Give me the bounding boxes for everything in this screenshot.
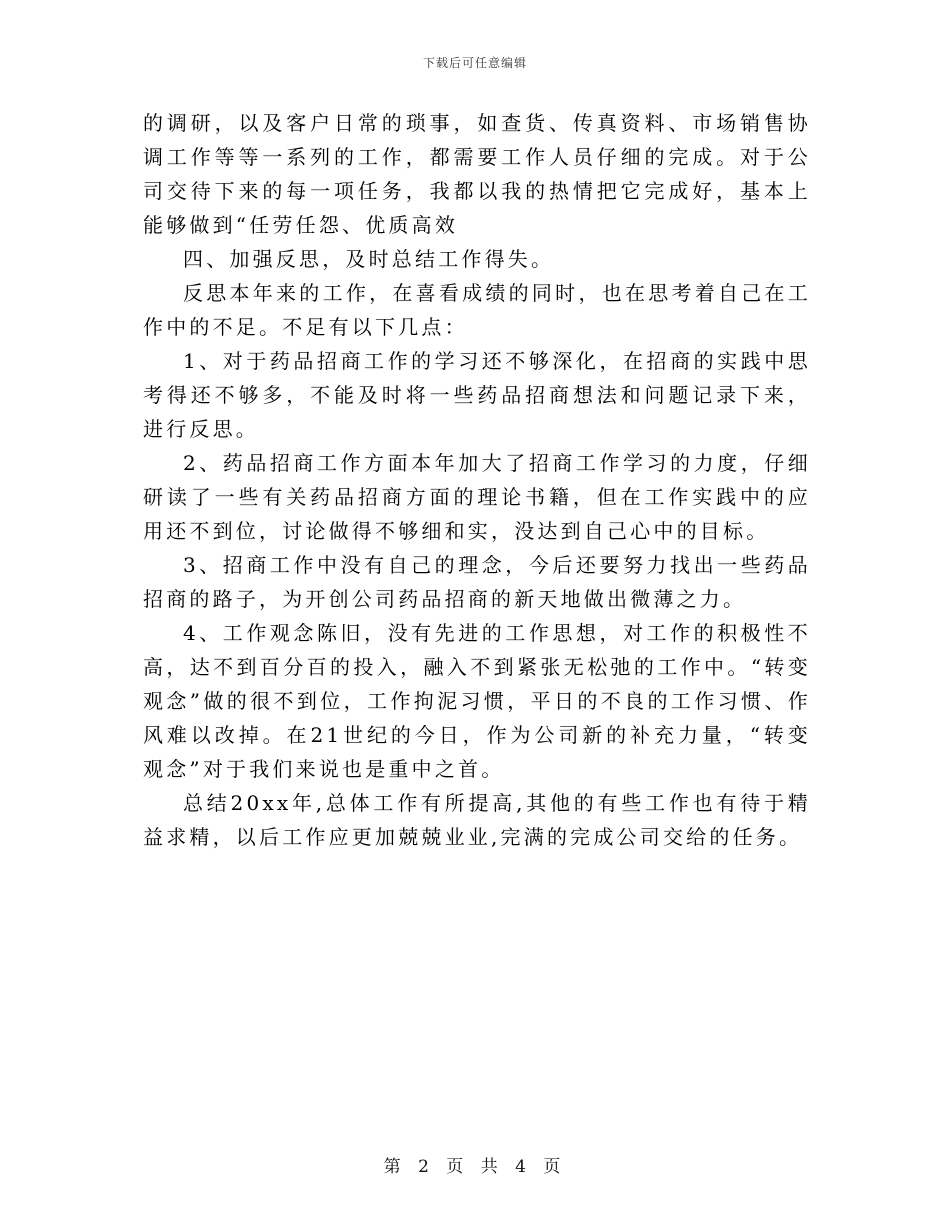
- page-number-footer: 第 2 页 共 4 页: [383, 1157, 567, 1177]
- paragraph-8: 总结20xx年,总体工作有所提高,其他的有些工作也有待于精益求精，以后工作应更加兢兢业业,完满的完成公司交给的任务。: [143, 791, 811, 849]
- paragraph-7: 4、工作观念陈旧，没有先进的工作思想，对工作的积极性不高，达不到百分百的投入，融入不到紧张无松弛的工作中。“转变观念”做的很不到位，工作拘泥习惯，平日的不良的工作习惯、作风难以改掉。在21世纪的今日，作为公司新的补充力量，“转变观念”对于我们来说也是重中之首。: [143, 621, 811, 781]
- paragraph-3: 反思本年来的工作，在喜看成绩的同时，也在思考着自己在工作中的不足。不足有以下几点：: [143, 281, 811, 339]
- page-header: 下载后可任意编辑: [422, 56, 527, 70]
- paragraph-4: 1、对于药品招商工作的学习还不够深化，在招商的实践中思考得还不够多，不能及时将一些药品招商想法和问题记录下来，进行反思。: [143, 349, 811, 441]
- document-body: [143, 106, 811, 854]
- paragraph-6: 3、招商工作中没有自己的理念，今后还要努力找出一些药品招商的路子，为开创公司药品招商的新天地做出微薄之力。: [143, 553, 811, 611]
- paragraph-1: 的调研，以及客户日常的琐事，如查货、传真资料、市场销售协调工作等等一系列的工作，都需要工作人员仔细的完成。对于公司交待下来的每一项任务，我都以我的热情把它完成好，基本上能够做到“任劳任怨、优质高效: [143, 111, 811, 237]
- paragraph-2: 四、加强反思，及时总结工作得失。: [183, 247, 555, 271]
- paragraph-5: 2、药品招商工作方面本年加大了招商工作学习的力度，仔细研读了一些有关药品招商方面的理论书籍，但在工作实践中的应用还不到位，讨论做得不够细和实，没达到自己心中的目标。: [143, 451, 811, 543]
